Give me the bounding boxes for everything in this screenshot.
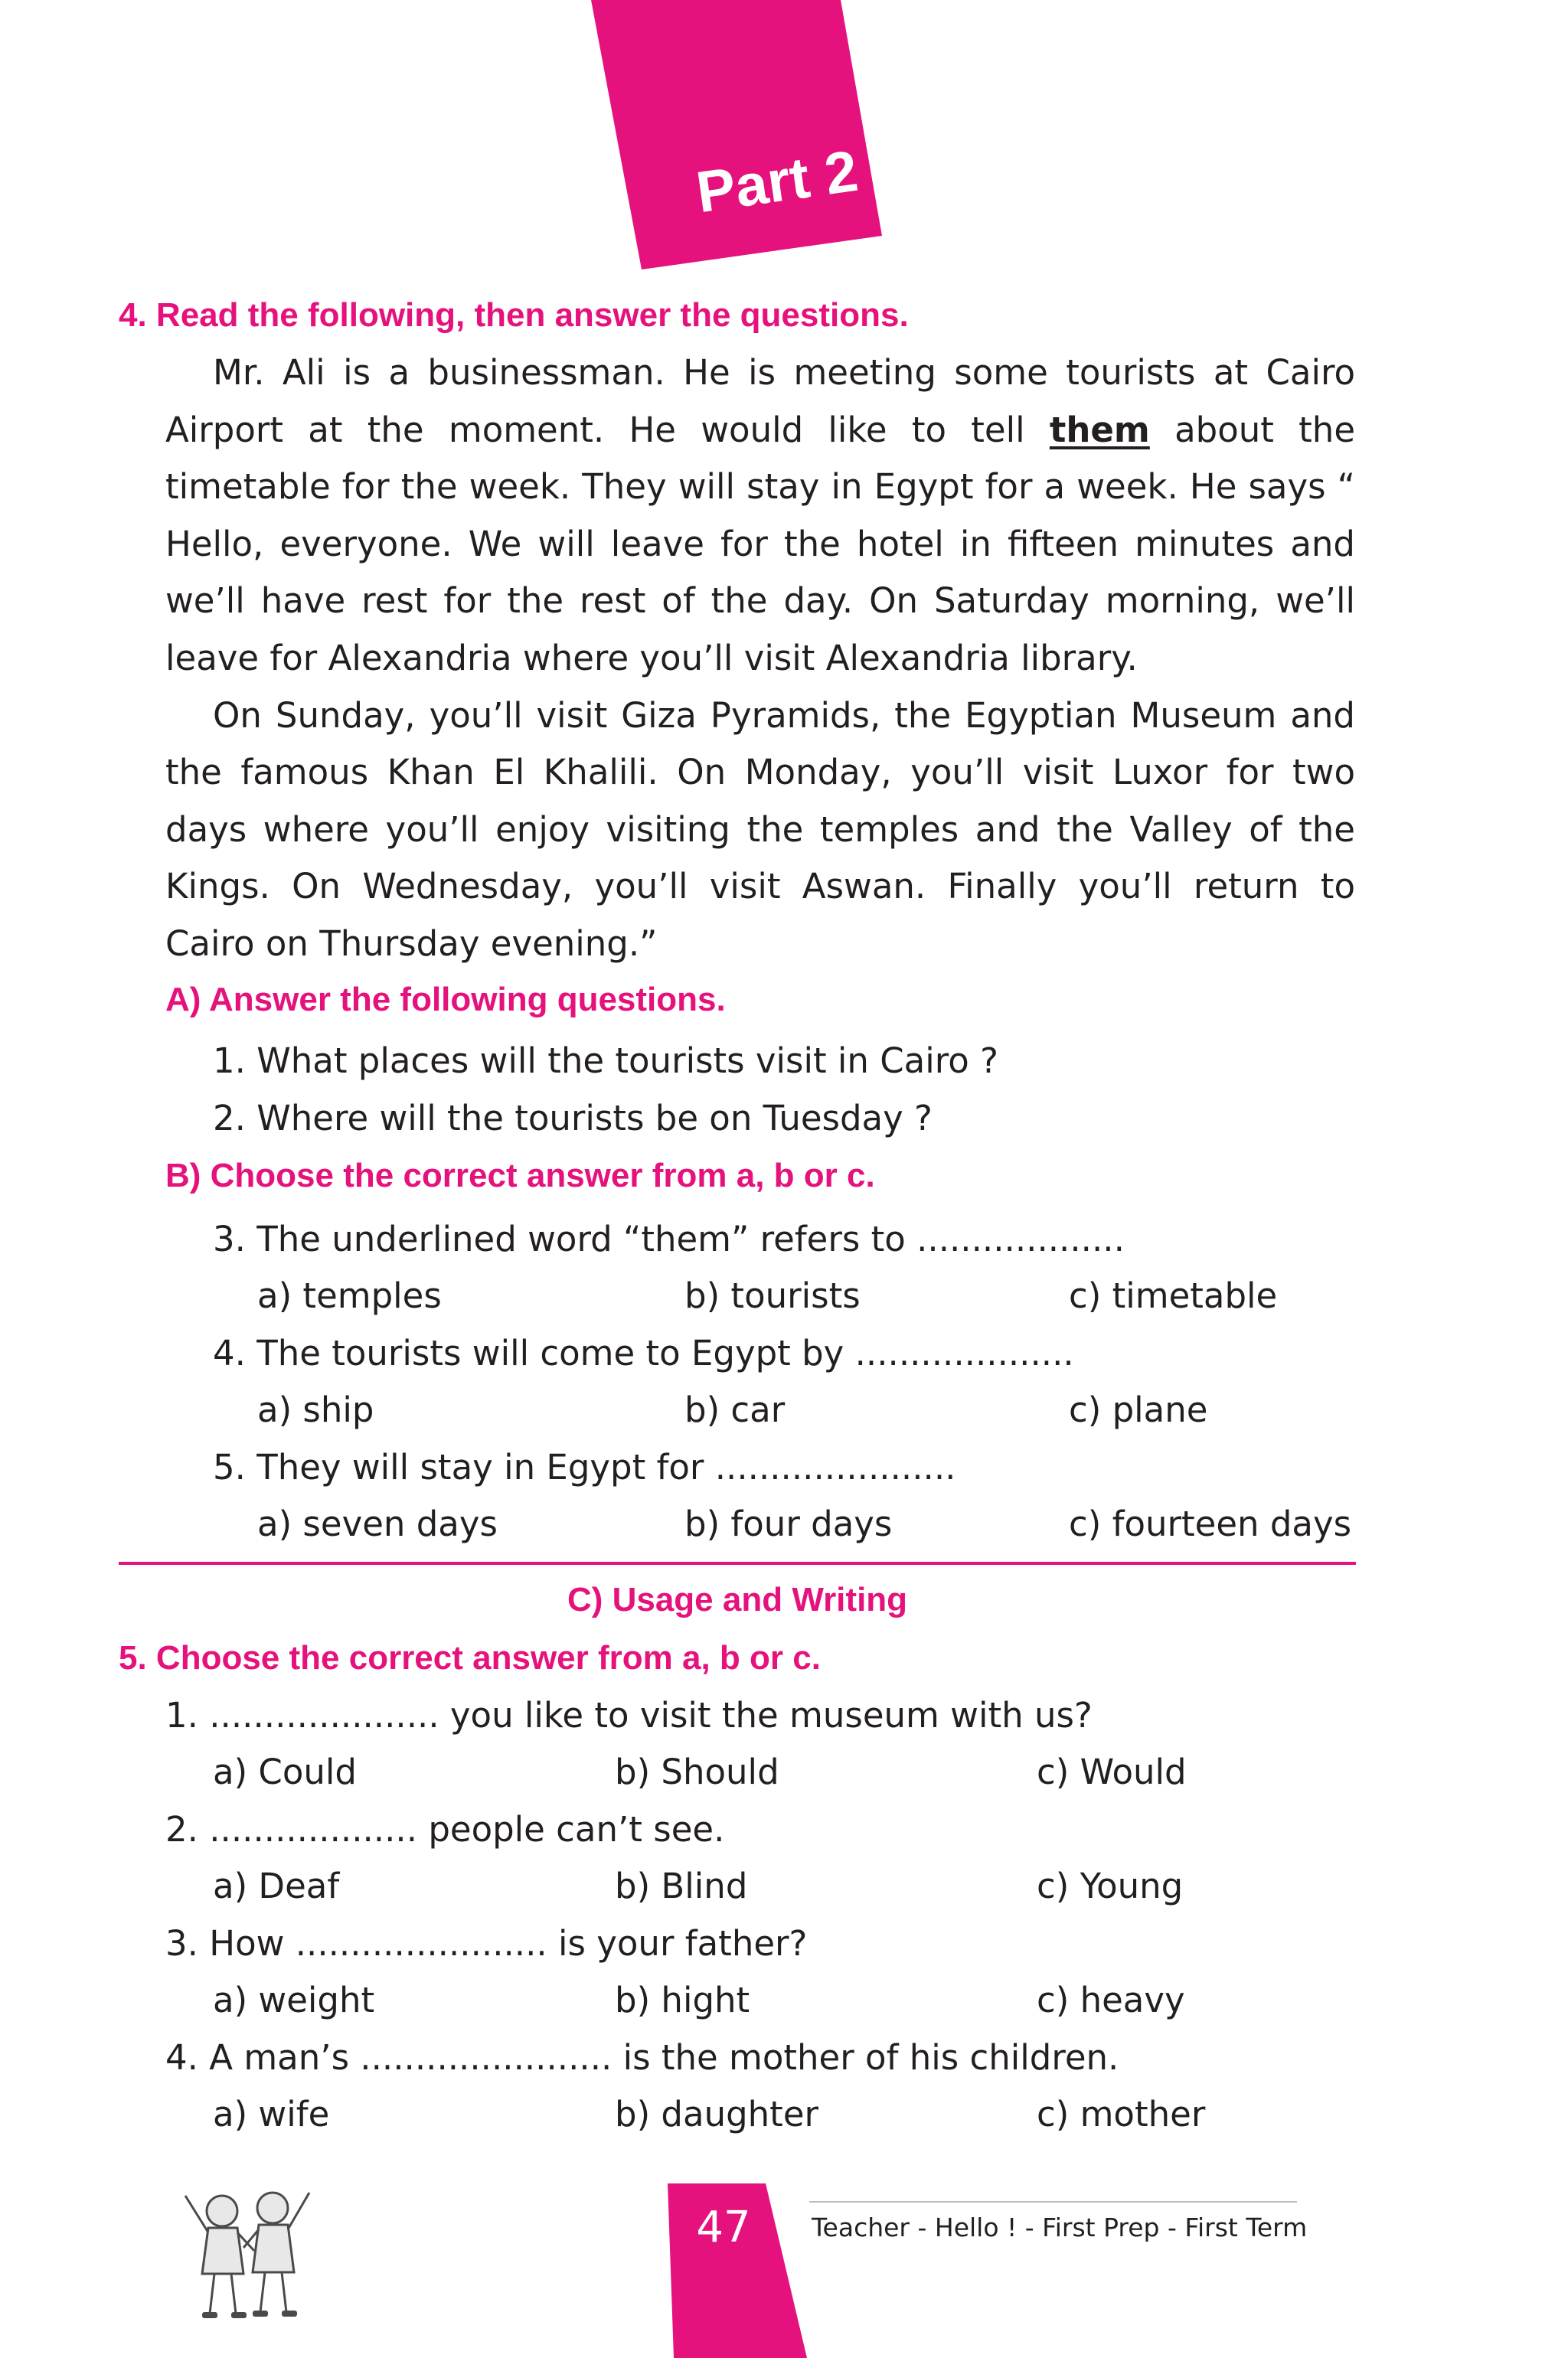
question-5-2: 2. ................... people can’t see. (165, 1809, 725, 1850)
option-c: c) Would (1037, 1752, 1187, 1792)
passage-paragraph-2: On Sunday, you’ll visit Giza Pyramids, the Egyptian Museum and the famous Khan El Khalili. On Monday, you’ll visit Luxor for two days where you’ll enjoy visiting the temples and the Valley of the Kings. On Wednesday, you’ll visit Aswan. Finally you’ll return to Cairo on Thursday evening.” (165, 694, 1355, 964)
option-a: a) weight (213, 1980, 375, 2020)
question-5-1: 1. ..................... you like to visit the museum with us? (165, 1695, 1093, 1736)
question-a1: 1. What places will the tourists visit in Cairo ? (213, 1040, 998, 1081)
question-5-4: 4. A man’s ....................... is the mother of his children. (165, 2037, 1119, 2078)
option-a: a) temples (257, 1275, 442, 1316)
question-b4: 4. The tourists will come to Egypt by .................... (213, 1333, 1074, 1373)
option-a: a) Deaf (213, 1866, 340, 1906)
option-c: c) heavy (1037, 1980, 1185, 2020)
footer-text: Teacher - Hello ! - First Prep - First Term (812, 2213, 1308, 2242)
option-c: c) mother (1037, 2094, 1206, 2134)
option-b: b) daughter (615, 2094, 819, 2134)
reading-passage (165, 345, 1355, 973)
section-divider (119, 1562, 1356, 1565)
page-number: 47 (696, 2203, 751, 2252)
question-b3: 3. The underlined word “them” refers to ................... (213, 1219, 1125, 1259)
option-a: a) wife (213, 2094, 330, 2134)
option-c: c) fourteen days (1069, 1504, 1352, 1544)
option-b: b) hight (615, 1980, 750, 2020)
option-a: a) seven days (257, 1504, 498, 1544)
option-c: c) plane (1069, 1390, 1208, 1430)
question-b5: 5. They will stay in Egypt for ...................... (213, 1447, 956, 1488)
part-b-heading: B) Choose the correct answer from a, b or c. (165, 1157, 875, 1194)
part-a-heading: A) Answer the following questions. (165, 981, 726, 1018)
section-5-heading: 5. Choose the correct answer from a, b or c. (119, 1639, 821, 1677)
option-a: a) Could (213, 1752, 357, 1792)
question-5-3: 3. How ....................... is your father? (165, 1923, 808, 1964)
option-c: c) timetable (1069, 1275, 1278, 1316)
footer-rule (809, 2201, 1297, 2203)
question-a2: 2. Where will the tourists be on Tuesday ? (213, 1098, 933, 1138)
option-b: b) car (684, 1390, 786, 1430)
section-4-heading: 4. Read the following, then answer the questions. (119, 296, 909, 334)
passage-text: about the timetable for the week. They will stay in Egypt for a week. He says “ Hello, everyone. We will leave for the hotel in fifteen minutes and we’ll have rest for the rest of the day. On Saturday morning, we’ll leave for Alexandria where you’ll visit Alexandria library. (165, 409, 1356, 678)
page-number-shape (0, 2136, 1568, 2358)
passage-paragraph-1 (165, 345, 1355, 687)
option-b: b) Blind (615, 1866, 748, 1906)
option-b: b) Should (615, 1752, 779, 1792)
option-a: a) ship (257, 1390, 374, 1430)
passage-text: Mr. Ali is a businessman. He is meeting some tourists at Cairo Airport at the moment. He would like to tell (165, 352, 1355, 450)
part-banner (0, 0, 1568, 276)
part-title: Part 2 (692, 138, 862, 226)
underlined-word: them (1049, 409, 1150, 450)
option-c: c) Young (1037, 1866, 1184, 1906)
option-b: b) tourists (684, 1275, 861, 1316)
option-b: b) four days (684, 1504, 893, 1544)
section-c-heading: C) Usage and Writing (567, 1581, 908, 1618)
